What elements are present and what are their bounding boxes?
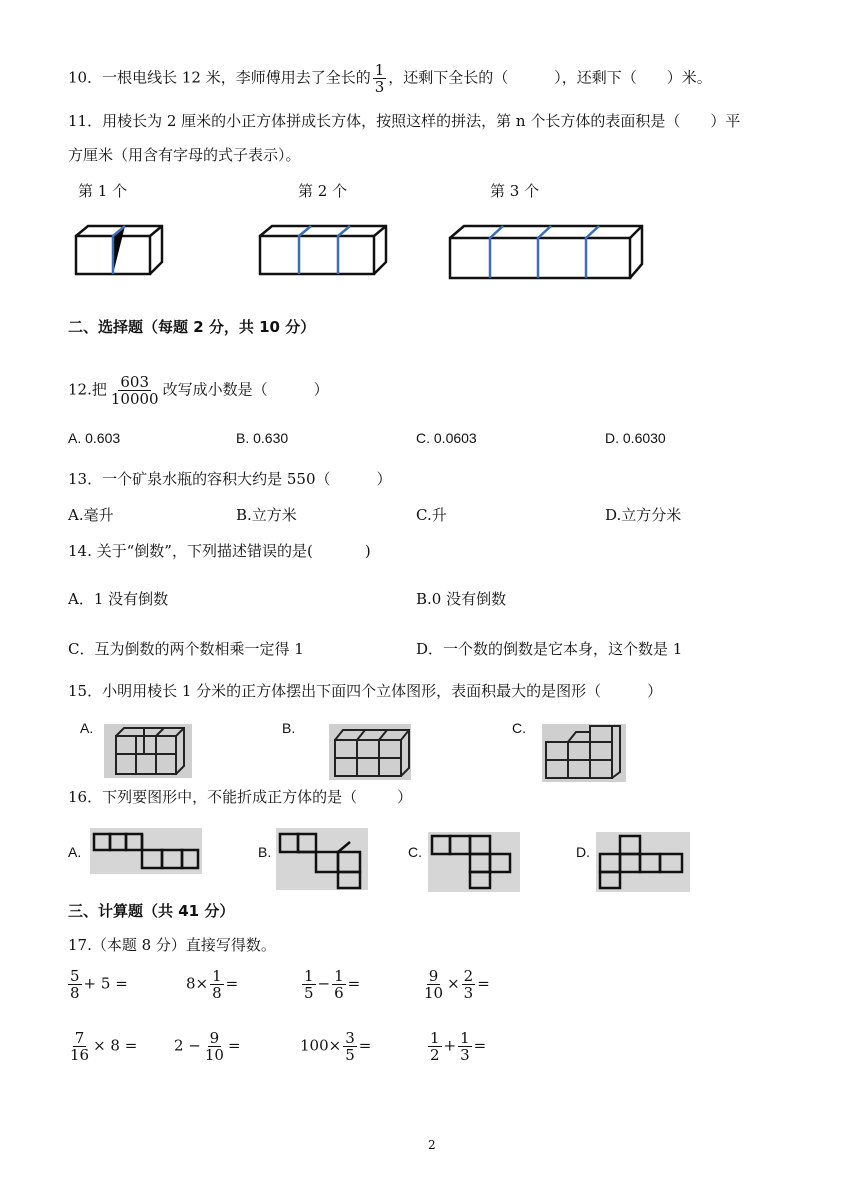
question-10: 10．一根电线长 12 米，李师傅用去了全长的 $\frac{1}{3}$ ，还剩下全长的（ ），还剩下（ ）米。: [68, 61, 712, 96]
q14-option-a[interactable]: A．1 没有倒数: [68, 590, 169, 608]
q16-option-a-label[interactable]: A.: [68, 844, 82, 860]
q13-option-d[interactable]: D.立方分米: [605, 506, 682, 524]
q12-option-a[interactable]: A. 0.603: [68, 430, 121, 446]
section-3-title: 三、计算题（共 41 分）: [68, 902, 235, 920]
cube-net-c-icon: [428, 832, 520, 892]
question-12: 12.把 $\frac{603}{10000}$ 改写成小数是（ ）: [68, 373, 329, 408]
q16-net-c[interactable]: [428, 832, 520, 892]
q15-figure-a[interactable]: [104, 724, 192, 778]
q16-option-d-label[interactable]: D.: [576, 844, 590, 860]
figure-1-label: 第 1 个: [78, 182, 128, 200]
question-14: 14. 关于“倒数”，下列描述错误的是( ): [68, 542, 371, 560]
q15-figure-b[interactable]: [329, 724, 411, 780]
figure-3-label: 第 3 个: [490, 182, 540, 200]
question-17: 17.（本题 8 分）直接写得数。: [68, 936, 276, 954]
calc-1-3[interactable]: $\frac{1}{5}$ − $\frac{1}{6}$ =: [304, 967, 361, 1002]
q12-option-c[interactable]: C. 0.0603: [416, 430, 477, 446]
q15-option-c-label[interactable]: C.: [512, 720, 526, 736]
q15-option-b-label[interactable]: B.: [282, 720, 296, 736]
question-11: 11．用棱长为 2 厘米的小正方体拼成长方体，按照这样的拼法，第 n 个长方体的表面积是（ ）平: [68, 112, 741, 130]
q16-option-b-label[interactable]: B.: [258, 844, 272, 860]
cuboid-figure-3: [448, 224, 648, 280]
section-2-title: 二、选择题（每题 2 分，共 10 分）: [68, 318, 316, 336]
cuboid-figure-2: [258, 224, 390, 278]
question-13: 13．一个矿泉水瓶的容积大约是 550（ ）: [68, 470, 392, 488]
cube-net-d-icon: [596, 832, 690, 892]
q13-option-b[interactable]: B.立方米: [236, 506, 297, 524]
page-number: 2: [428, 1138, 436, 1152]
q15-option-a-label[interactable]: A.: [80, 720, 94, 736]
calc-1-2[interactable]: 8× $\frac{1}{8}$ =: [186, 967, 239, 1002]
q10-fraction: $\frac{1}{3}$: [374, 61, 385, 96]
q15-figure-c[interactable]: [542, 724, 626, 782]
calc-2-3[interactable]: 100× $\frac{3}{5}$ =: [300, 1029, 372, 1064]
q14-option-b[interactable]: B.0 没有倒数: [416, 590, 507, 608]
q16-net-a[interactable]: [90, 828, 202, 874]
stacked-cubes-b-icon: [329, 724, 411, 780]
q10-text: 10．一根电线长 12 米，李师傅用去了全长的: [68, 68, 371, 87]
q16-net-b[interactable]: [276, 828, 368, 890]
cube-net-a-icon: [90, 828, 202, 874]
calc-1-1[interactable]: $\frac{5}{8}$ + 5 =: [70, 967, 128, 1002]
q13-option-c[interactable]: C.升: [416, 506, 447, 524]
question-11-line2: 方厘米（用含有字母的式子表示）。: [68, 146, 301, 164]
q14-option-c[interactable]: C．互为倒数的两个数相乘一定得 1: [68, 640, 304, 658]
figure-2-label: 第 2 个: [298, 182, 348, 200]
calc-2-2[interactable]: 2 − $\frac{9}{10}$ =: [174, 1029, 241, 1064]
cube-net-b-icon: [276, 828, 368, 890]
q16-net-d[interactable]: [596, 832, 690, 892]
question-15: 15．小明用棱长 1 分米的正方体摆出下面四个立体图形，表面积最大的是图形（ ）: [68, 682, 663, 700]
q12-option-b[interactable]: B. 0.630: [236, 430, 289, 446]
q12-fraction: $\frac{603}{10000}$: [110, 373, 159, 408]
q14-option-d[interactable]: D．一个数的倒数是它本身，这个数是 1: [416, 640, 683, 658]
q16-option-c-label[interactable]: C.: [408, 844, 422, 860]
calc-2-1[interactable]: $\frac{7}{16}$ × 8 =: [70, 1029, 138, 1064]
q12-option-d[interactable]: D. 0.6030: [605, 430, 666, 446]
calc-1-4[interactable]: $\frac{9}{10}$ × $\frac{2}{3}$ =: [424, 967, 490, 1002]
question-16: 16．下列要图形中，不能折成正方体的是（ ）: [68, 788, 413, 806]
cuboid-figure-1: [74, 224, 169, 276]
stacked-cubes-c-icon: [542, 724, 626, 782]
q13-option-a[interactable]: A.毫升: [68, 506, 114, 524]
calc-2-4[interactable]: $\frac{1}{2}$ + $\frac{1}{3}$ =: [430, 1029, 487, 1064]
stacked-cubes-a-icon: [104, 724, 192, 778]
